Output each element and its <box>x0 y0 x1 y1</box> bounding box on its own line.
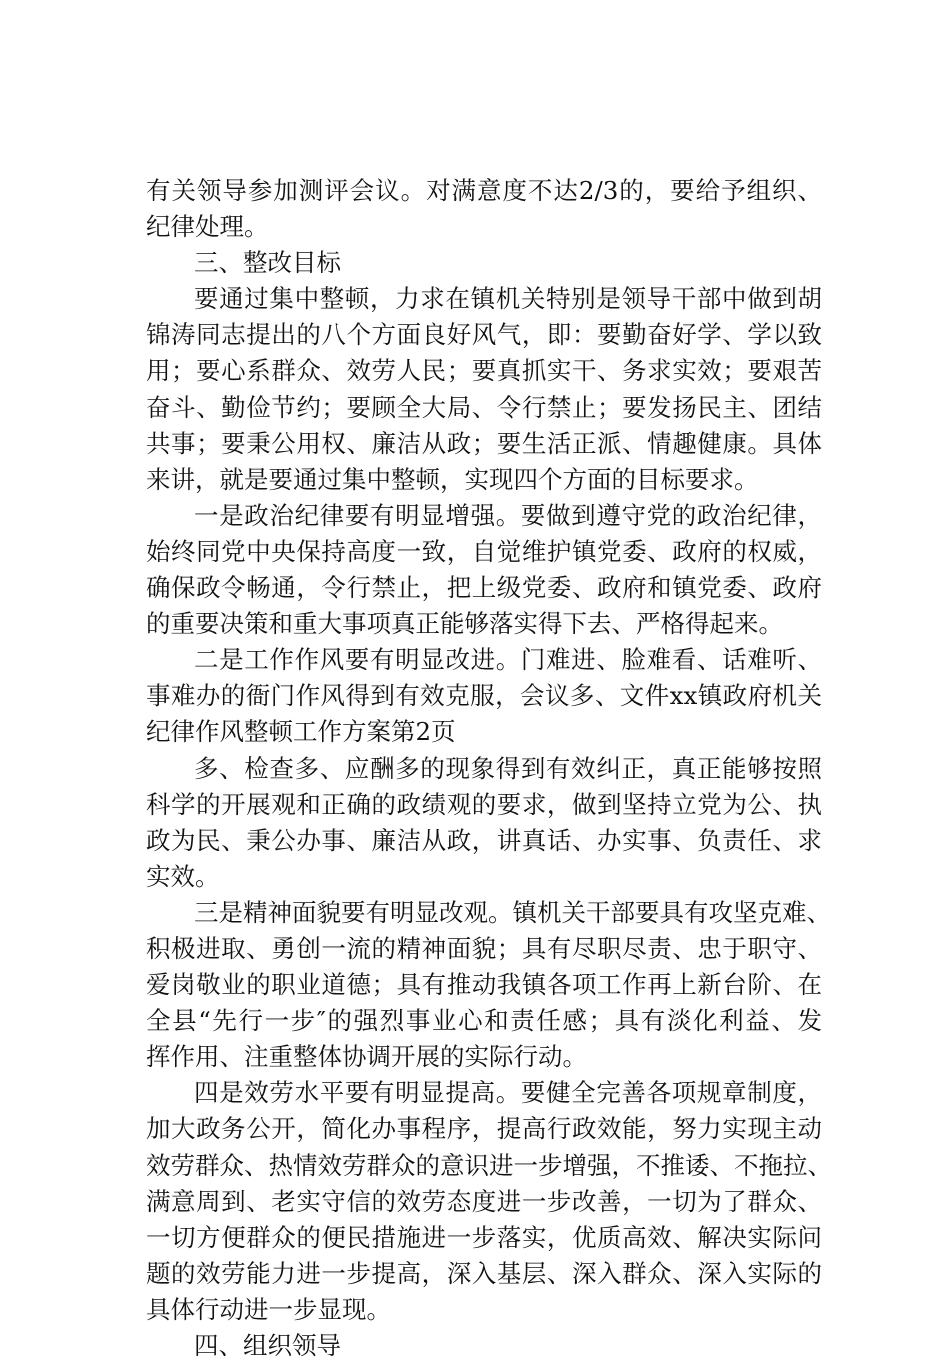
section-heading: 四、组织领导 <box>194 1331 341 1360</box>
text-line: 题的效劳能力进一步提高，深入基层、深入群众、深入实际的 <box>146 1258 822 1288</box>
text-line: 来讲，就是要通过集中整顿，实现四个方面的目标要求。 <box>146 464 759 494</box>
text-line: 的重要决策和重大事项真正能够落实得下去、严格得起来。 <box>146 609 783 639</box>
text-line: 奋斗、勤俭节约；要顾全大局、令行禁止；要发扬民主、团结 <box>146 392 822 422</box>
text-line: 全县“先行一步″的强烈事业心和责任感；具有淡化利益、发 <box>146 1006 822 1036</box>
text-line: 一切方便群众的便民措施进一步落实，优质高效、解决实际问 <box>146 1222 822 1252</box>
text-line: 要通过集中整顿，力求在镇机关特别是领导干部中做到胡 <box>194 284 822 314</box>
text-line: 政为民、秉公办事、廉洁从政，讲真话、办实事、负责任、求 <box>146 825 822 855</box>
text-line: 效劳群众、热情效劳群众的意识进一步增强，不推诿、不拖拉、 <box>146 1150 832 1180</box>
text-line: 始终同党中央保持高度一致，自觉维护镇党委、政府的权威， <box>146 536 822 566</box>
text-line: 爱岗敬业的职业道德；具有推动我镇各项工作再上新台阶、在 <box>146 970 822 1000</box>
text-line: 二是工作作风要有明显改进。门难进、脸难看、话难听、 <box>194 645 822 675</box>
text-line: 多、检查多、应酬多的现象得到有效纠正，真正能够按照 <box>194 753 822 783</box>
text-line: 有关领导参加测评会议。对满意度不达2/3的，要给予组织、 <box>146 176 822 205</box>
text-line: 确保政令畅通，令行禁止，把上级党委、政府和镇党委、政府 <box>146 573 822 603</box>
text-line: 纪律作风整顿工作方案第2页 <box>146 717 456 747</box>
text-line: 科学的开展观和正确的政绩观的要求，做到坚持立党为公、执 <box>146 789 822 819</box>
text-line: 三是精神面貌要有明显改观。镇机关干部要具有攻坚克难、 <box>194 897 831 927</box>
text-line: 具体行动进一步显现。 <box>146 1294 391 1324</box>
text-line: 实效。 <box>146 861 220 891</box>
text-line: 纪律处理。 <box>146 212 269 242</box>
text-line: 四是效劳水平要有明显提高。要健全完善各项规章制度， <box>194 1078 822 1108</box>
document-body <box>146 173 832 1364</box>
text-line: 满意周到、老实守信的效劳态度进一步改善，一切为了群众、 <box>146 1186 822 1216</box>
text-line: 加大政务公开，简化办事程序，提高行政效能，努力实现主动 <box>146 1114 822 1144</box>
text-line: 积极进取、勇创一流的精神面貌；具有尽职尽责、忠于职守、 <box>146 933 822 963</box>
text-line: 共事；要秉公用权、廉洁从政；要生活正派、情趣健康。具体 <box>146 428 822 458</box>
section-heading: 三、整改目标 <box>194 248 341 278</box>
text-line: 用；要心系群众、效劳人民；要真抓实干、务求实效；要艰苦 <box>146 356 822 386</box>
text-line: 一是政治纪律要有明显增强。要做到遵守党的政治纪律， <box>194 500 822 530</box>
text-line: 锦涛同志提出的八个方面良好风气，即：要勤奋好学、学以致 <box>146 320 822 350</box>
text-line: 事难办的衙门作风得到有效克服，会议多、文件xx镇政府机关 <box>146 681 822 711</box>
text-line: 挥作用、注重整体协调开展的实际行动。 <box>146 1042 587 1072</box>
